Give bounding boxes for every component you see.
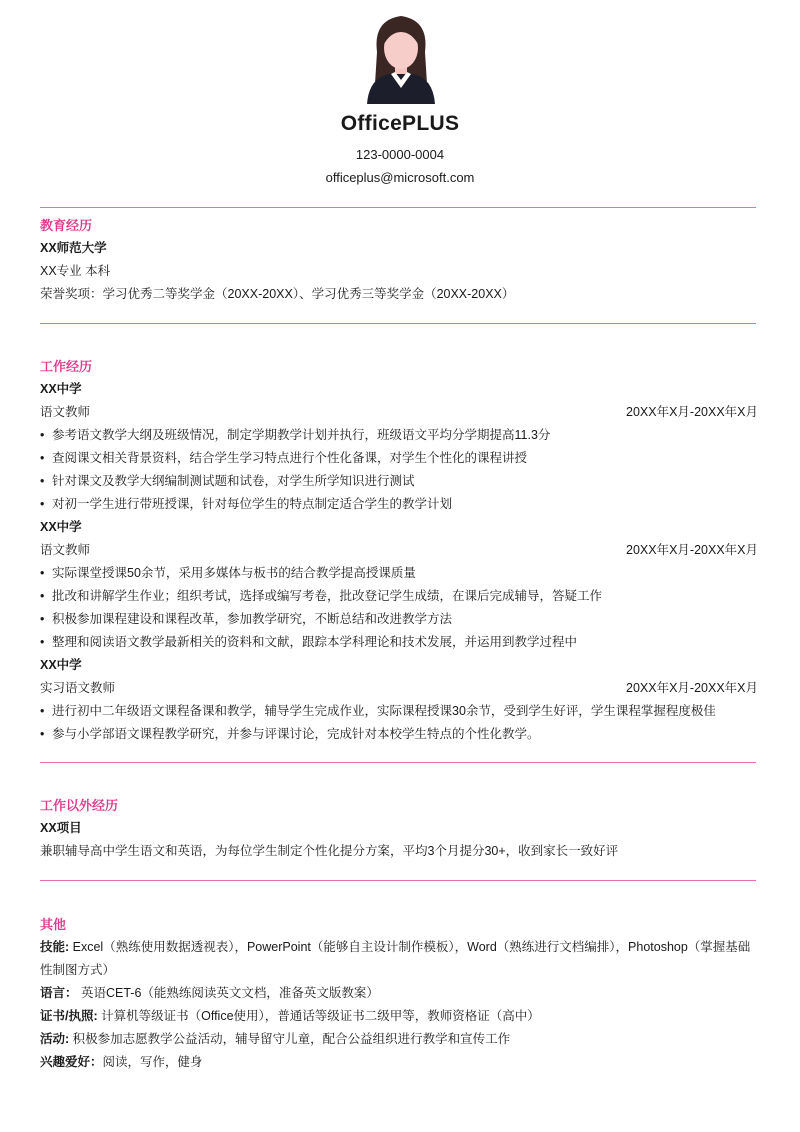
activity-item — [40, 1028, 758, 1051]
section-title-work: 工作经历 — [40, 359, 93, 374]
job-bullet: • 针对课文及教学大纲编制测试题和试卷，对学生所学知识进行测试 — [40, 470, 758, 493]
job-entry — [40, 654, 758, 746]
job-date: 20XX年X月-20XX年X月 — [626, 405, 758, 419]
section-title-education: 教育经历 — [40, 218, 93, 233]
job-role-row — [40, 401, 758, 424]
item-label: 语言： — [40, 986, 78, 1000]
item-text: 计算机等级证书（Office使用），普通话等级证书二级甲等，教师资格证（高中） — [97, 1009, 540, 1023]
job-role: 语文教师 — [40, 405, 91, 419]
job-date: 20XX年X月-20XX年X月 — [626, 543, 758, 557]
job-bullet: • 对初一学生进行带班授课，针对每位学生的特点制定适合学生的教学计划 — [40, 493, 758, 516]
job-bullet: • 进行初中二年级语文课程备课和教学，辅导学生完成作业，实际课程授课30余节，受到学生好评，学生课程掌握程度极佳 — [40, 700, 758, 723]
item-label: 兴趣爱好： — [40, 1055, 103, 1069]
section-divider — [40, 323, 756, 324]
hobby-item — [40, 1051, 758, 1074]
job-role-row — [40, 677, 758, 700]
job-role: 实习语文教师 — [40, 681, 116, 695]
major-degree: XX专业 本科 — [40, 264, 111, 278]
project-description: 兼职辅导高中学生语文和英语，为每位学生制定个性化提分方案，平均3个月提分30+，收到家长一致好评 — [40, 844, 619, 858]
certificate-item — [40, 1005, 758, 1028]
item-text: Excel（熟练使用数据透视表），PowerPoint（能够自主设计制作模板），Word（熟练进行文档编排），Photoshop（掌握基础性制图方式） — [40, 940, 751, 977]
honors: 荣誉奖项：学习优秀二等奖学金（20XX-20XX）、学习优秀三等奖学金（20XX-20XX） — [40, 287, 515, 301]
job-role-row — [40, 539, 758, 562]
job-entry — [40, 378, 758, 516]
candidate-name: OfficePLUS — [340, 112, 460, 135]
item-label: 活动: — [40, 1032, 70, 1046]
section-divider — [40, 207, 756, 208]
work-section — [40, 355, 758, 746]
education-section — [40, 214, 758, 306]
job-bullet: • 参考语文教学大纲及班级情况，制定学期教学计划并执行，班级语文平均分学期提高11.3分 — [40, 424, 758, 447]
section-divider — [40, 762, 756, 763]
job-role: 语文教师 — [40, 543, 91, 557]
section-title-other: 其他 — [40, 917, 67, 932]
job-bullet: • 查阅课文相关背景资料，结合学生学习特点进行个性化备课，对学生个性化的课程讲授 — [40, 447, 758, 470]
avatar — [365, 12, 437, 104]
item-label: 技能: — [40, 940, 70, 954]
item-text: 英语CET-6（能熟练阅读英文文档，准备英文版教案） — [77, 986, 379, 1000]
job-org: XX中学 — [40, 658, 82, 672]
job-entry — [40, 516, 758, 654]
section-title-extra: 工作以外经历 — [40, 798, 119, 813]
item-text: 阅读，写作，健身 — [102, 1055, 203, 1069]
section-divider — [40, 880, 756, 881]
skills-item — [40, 936, 758, 982]
job-org: XX中学 — [40, 520, 82, 534]
phone-number: 123-0000-0004 — [355, 147, 445, 162]
project-name: XX项目 — [40, 821, 82, 835]
job-bullet: • 整理和阅读语文教学最新相关的资料和文献，跟踪本学科理论和技术发展，并运用到教学过程中 — [40, 631, 758, 654]
school-name: XX师范大学 — [40, 241, 107, 255]
other-section — [40, 913, 758, 1074]
job-org: XX中学 — [40, 382, 82, 396]
email-address: officeplus@microsoft.com — [325, 170, 475, 185]
job-date: 20XX年X月-20XX年X月 — [626, 681, 758, 695]
item-label: 证书/执照: — [40, 1009, 98, 1023]
job-bullet: • 实际课堂授课50余节，采用多媒体与板书的结合教学提高授课质量 — [40, 562, 758, 585]
job-bullet: • 参与小学部语文课程教学研究，并参与评课讨论，完成针对本校学生特点的个性化教学。 — [40, 723, 758, 746]
job-bullet: • 批改和讲解学生作业；组织考试，选择或编写考卷，批改登记学生成绩，在课后完成辅导，答疑工作 — [40, 585, 758, 608]
job-bullet: • 积极参加课程建设和课程改革，参加教学研究，不断总结和改进教学方法 — [40, 608, 758, 631]
language-item — [40, 982, 758, 1005]
item-text: 积极参加志愿教学公益活动，辅导留守儿童，配合公益组织进行教学和宣传工作 — [69, 1032, 511, 1046]
extra-section — [40, 794, 758, 863]
